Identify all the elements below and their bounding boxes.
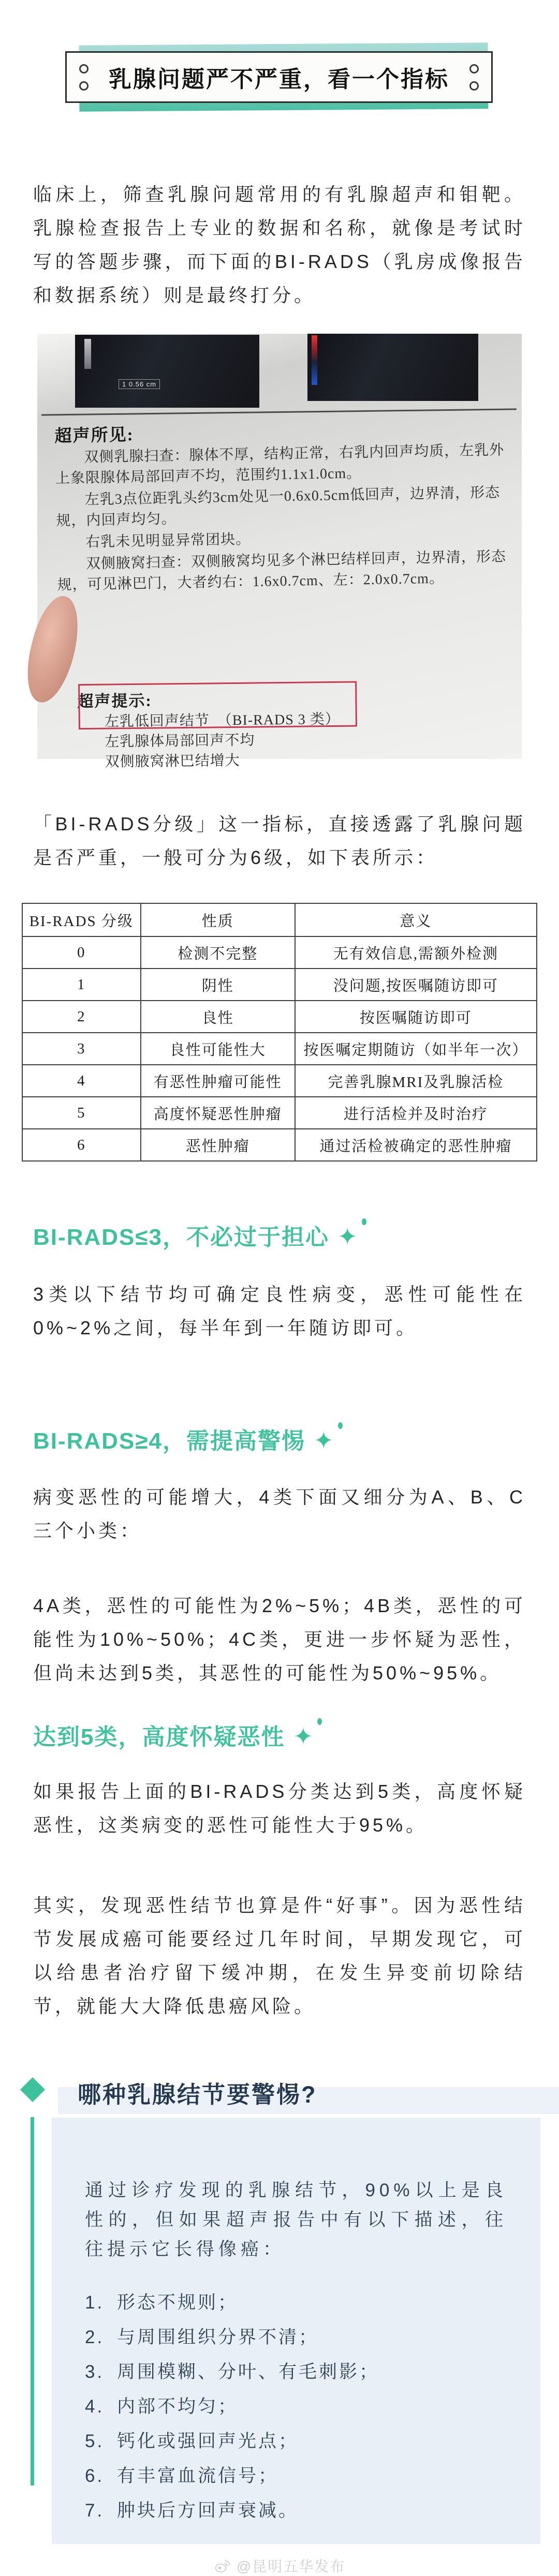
heading-text: 达到5类，高度怀疑恶性 xyxy=(33,1724,285,1750)
list-item xyxy=(85,2288,507,2317)
item-text: 肿块后方回声衰减。 xyxy=(117,2500,299,2521)
item-text: 形态不规则； xyxy=(117,2292,239,2313)
item-text: 与周围组织分界不清； xyxy=(117,2327,319,2347)
hint-line: 左乳低回声结节 （BI-RADS 3 类） xyxy=(104,711,341,730)
warning-intro: 通过诊疗发现的乳腺结节，90%以上是良性的，但如果超声报告中有以下描述，往往提示它长得像癌： xyxy=(85,2180,507,2259)
finding-line: 双侧腋窝扫查：双侧腋窝均见多个淋巴结样回声，边界清，形态规，可见淋巴门，大者约右：1.6x0.7cm、左：2.0x0.7cm。 xyxy=(57,548,507,593)
cell-nature: 恶性肿瘤 xyxy=(141,1129,295,1161)
hint-line: 左乳腺体局部回声不均 xyxy=(105,732,255,750)
item-text: 内部不均匀； xyxy=(117,2396,239,2417)
finding-line: 双侧乳腺扫查：腺体不厚，结构正常，右乳内回声均质，左乳外上象限腺体局部回声不均，范围约1.1x1.0cm。 xyxy=(55,442,505,487)
item-number: 5. xyxy=(85,2431,105,2451)
article-page xyxy=(0,44,559,2574)
cell-level: 1 xyxy=(22,969,141,1001)
cell-level: 0 xyxy=(22,936,141,969)
ultrasound-report-photo xyxy=(37,334,522,770)
list-item xyxy=(85,2392,507,2421)
item-text: 有丰富血流信号； xyxy=(117,2466,279,2486)
list-item xyxy=(85,2461,507,2491)
title-banner xyxy=(0,44,559,111)
diamond-icon xyxy=(20,2077,45,2102)
intro-paragraph: 临床上，筛查乳腺问题常用的有乳腺超声和钼靶。乳腺检查报告上专业的数据和名称，就像是考试时写的答题步骤，而下面的BI-RADS（乳房成像报告和数据系统）则是最终打分。 xyxy=(33,184,526,306)
table-row xyxy=(22,1065,537,1097)
cell-nature: 高度怀疑恶性肿瘤 xyxy=(141,1097,295,1129)
section-paragraph: 其实，发现恶性结节也算是件“好事”。因为恶性结节发展成癌可能要经过几年时间，早期发现它，可以给患者治疗留下缓冲期，在发生异变前切除结节，就能大大降低患癌风险。 xyxy=(33,1895,526,2017)
measurement-label: 1 0.56 cm xyxy=(119,379,160,389)
list-item xyxy=(85,2322,507,2352)
doppler-color-bar xyxy=(312,335,317,385)
sparkle-icon: ✦ xyxy=(293,1723,315,1750)
right-circles-decoration-icon xyxy=(469,64,479,91)
ultrasound-image-left xyxy=(75,335,259,408)
table-row xyxy=(22,1033,537,1065)
table-row xyxy=(22,1001,537,1033)
hint-line: 双侧腋窝淋巴结增大 xyxy=(105,752,240,770)
cell-meaning: 通过活检被确定的恶性肿瘤 xyxy=(295,1129,537,1161)
section-heading-birads-le3 xyxy=(33,1218,526,1252)
warning-heading: 哪种乳腺结节要警惕? xyxy=(78,2081,317,2108)
left-circles-decoration-icon xyxy=(79,64,89,91)
item-number: 7. xyxy=(85,2500,105,2521)
item-number: 6. xyxy=(85,2466,105,2486)
item-number: 4. xyxy=(85,2396,105,2417)
cell-nature: 有恶性肿瘤可能性 xyxy=(141,1065,295,1097)
sparkle-icon: ✦ xyxy=(337,1223,359,1250)
hint-title: 超声提示: xyxy=(77,691,152,711)
title-box xyxy=(65,51,493,103)
item-text: 钙化或强回声光点； xyxy=(117,2431,299,2451)
cell-level: 3 xyxy=(22,1033,141,1065)
section-paragraph: 4A类，恶性的可能性为2%~5%；4B类，恶性的可能性为10%~50%；4C类，更进一步怀疑为恶性，但尚未达到5类，其恶性的可能性为50%~95%。 xyxy=(33,1595,526,1684)
warning-section xyxy=(0,2075,559,2548)
item-number: 3. xyxy=(85,2362,105,2382)
watermark xyxy=(0,2555,559,2576)
circle-icon xyxy=(469,81,479,91)
table-header-row xyxy=(22,903,537,936)
heading-text: BI-RADS≥4，需提高警惕 xyxy=(33,1428,305,1454)
cell-level: 2 xyxy=(22,1001,141,1033)
heading-text: BI-RADS≤3，不必过于担心 xyxy=(33,1225,329,1250)
item-number: 1. xyxy=(85,2292,105,2313)
section-paragraph: 如果报告上面的BI-RADS分类达到5类，高度怀疑恶性，这类病变的恶性可能性大于95%。 xyxy=(33,1781,526,1836)
section-paragraph: 3类以下结节均可确定良性病变，恶性可能性在0%~2%之间，每半年到一年随访即可。 xyxy=(33,1284,526,1338)
table-row xyxy=(22,1129,537,1161)
section-heading-birads-ge4 xyxy=(33,1422,526,1455)
page-title: 乳腺问题严不严重，看一个指标 xyxy=(109,67,449,92)
list-item xyxy=(85,2496,507,2525)
warning-list xyxy=(85,2288,507,2525)
table-row xyxy=(22,969,537,1001)
section-paragraph: 病变恶性的可能增大，4类下面又细分为A、B、C三个小类： xyxy=(33,1486,526,1541)
circle-icon xyxy=(469,64,479,73)
cell-nature: 良性可能性大 xyxy=(141,1033,295,1065)
cell-nature: 检测不完整 xyxy=(141,936,295,969)
list-item xyxy=(85,2357,507,2387)
cell-meaning: 没问题,按医嘱随访即可 xyxy=(295,969,537,1001)
cell-meaning: 进行活检并及时治疗 xyxy=(295,1097,537,1129)
list-item xyxy=(85,2426,507,2456)
cell-level: 6 xyxy=(22,1129,141,1161)
item-text: 周围模糊、分叶、有毛刺影； xyxy=(117,2362,380,2382)
warning-box xyxy=(52,2118,540,2544)
cell-meaning: 按医嘱定期随访（如半年一次） xyxy=(295,1033,537,1065)
table-header: 性质 xyxy=(141,903,295,936)
report-divider-line xyxy=(41,408,517,415)
table-header: BI-RADS 分级 xyxy=(22,903,141,936)
circle-icon xyxy=(79,81,89,91)
cell-meaning: 完善乳腺MRI及乳腺活检 xyxy=(295,1065,537,1097)
section-heading-class5 xyxy=(33,1718,526,1751)
table-header: 意义 xyxy=(295,903,537,936)
bi-rads-table xyxy=(22,903,537,1162)
ultrasound-image-right xyxy=(307,334,478,401)
finding-line: 右乳未见明显异常团块。 xyxy=(85,531,251,550)
report-findings xyxy=(54,414,515,595)
cell-level: 4 xyxy=(22,1065,141,1097)
grading-paragraph: 「BI-RADS分级」这一指标，直接透露了乳腺问题是否严重，一般可分为6级，如下表所示： xyxy=(33,813,526,868)
probe-marker xyxy=(84,339,91,369)
cell-nature: 良性 xyxy=(141,1001,295,1033)
circle-icon xyxy=(79,64,89,73)
report-hint xyxy=(77,685,389,772)
findings-title: 超声所见: xyxy=(54,426,134,446)
item-number: 2. xyxy=(85,2327,105,2347)
cell-meaning: 按医嘱随访即可 xyxy=(295,1001,537,1033)
table-row xyxy=(22,936,537,969)
table-row xyxy=(22,1097,537,1129)
sparkle-icon: ✦ xyxy=(313,1427,335,1454)
cell-meaning: 无有效信息,需额外检测 xyxy=(295,936,537,969)
finding-line: 左乳3点位距乳头约3cm处见一0.6x0.5cm低回声，边界清，形态规，内回声均匀。 xyxy=(56,484,501,529)
red-highlight-box xyxy=(78,681,357,729)
watermark-text: @昆明五华发布 xyxy=(236,2558,346,2574)
weibo-icon xyxy=(214,2556,232,2575)
cell-level: 5 xyxy=(22,1097,141,1129)
vertical-accent-line xyxy=(31,2117,34,2485)
cell-nature: 阴性 xyxy=(141,969,295,1001)
